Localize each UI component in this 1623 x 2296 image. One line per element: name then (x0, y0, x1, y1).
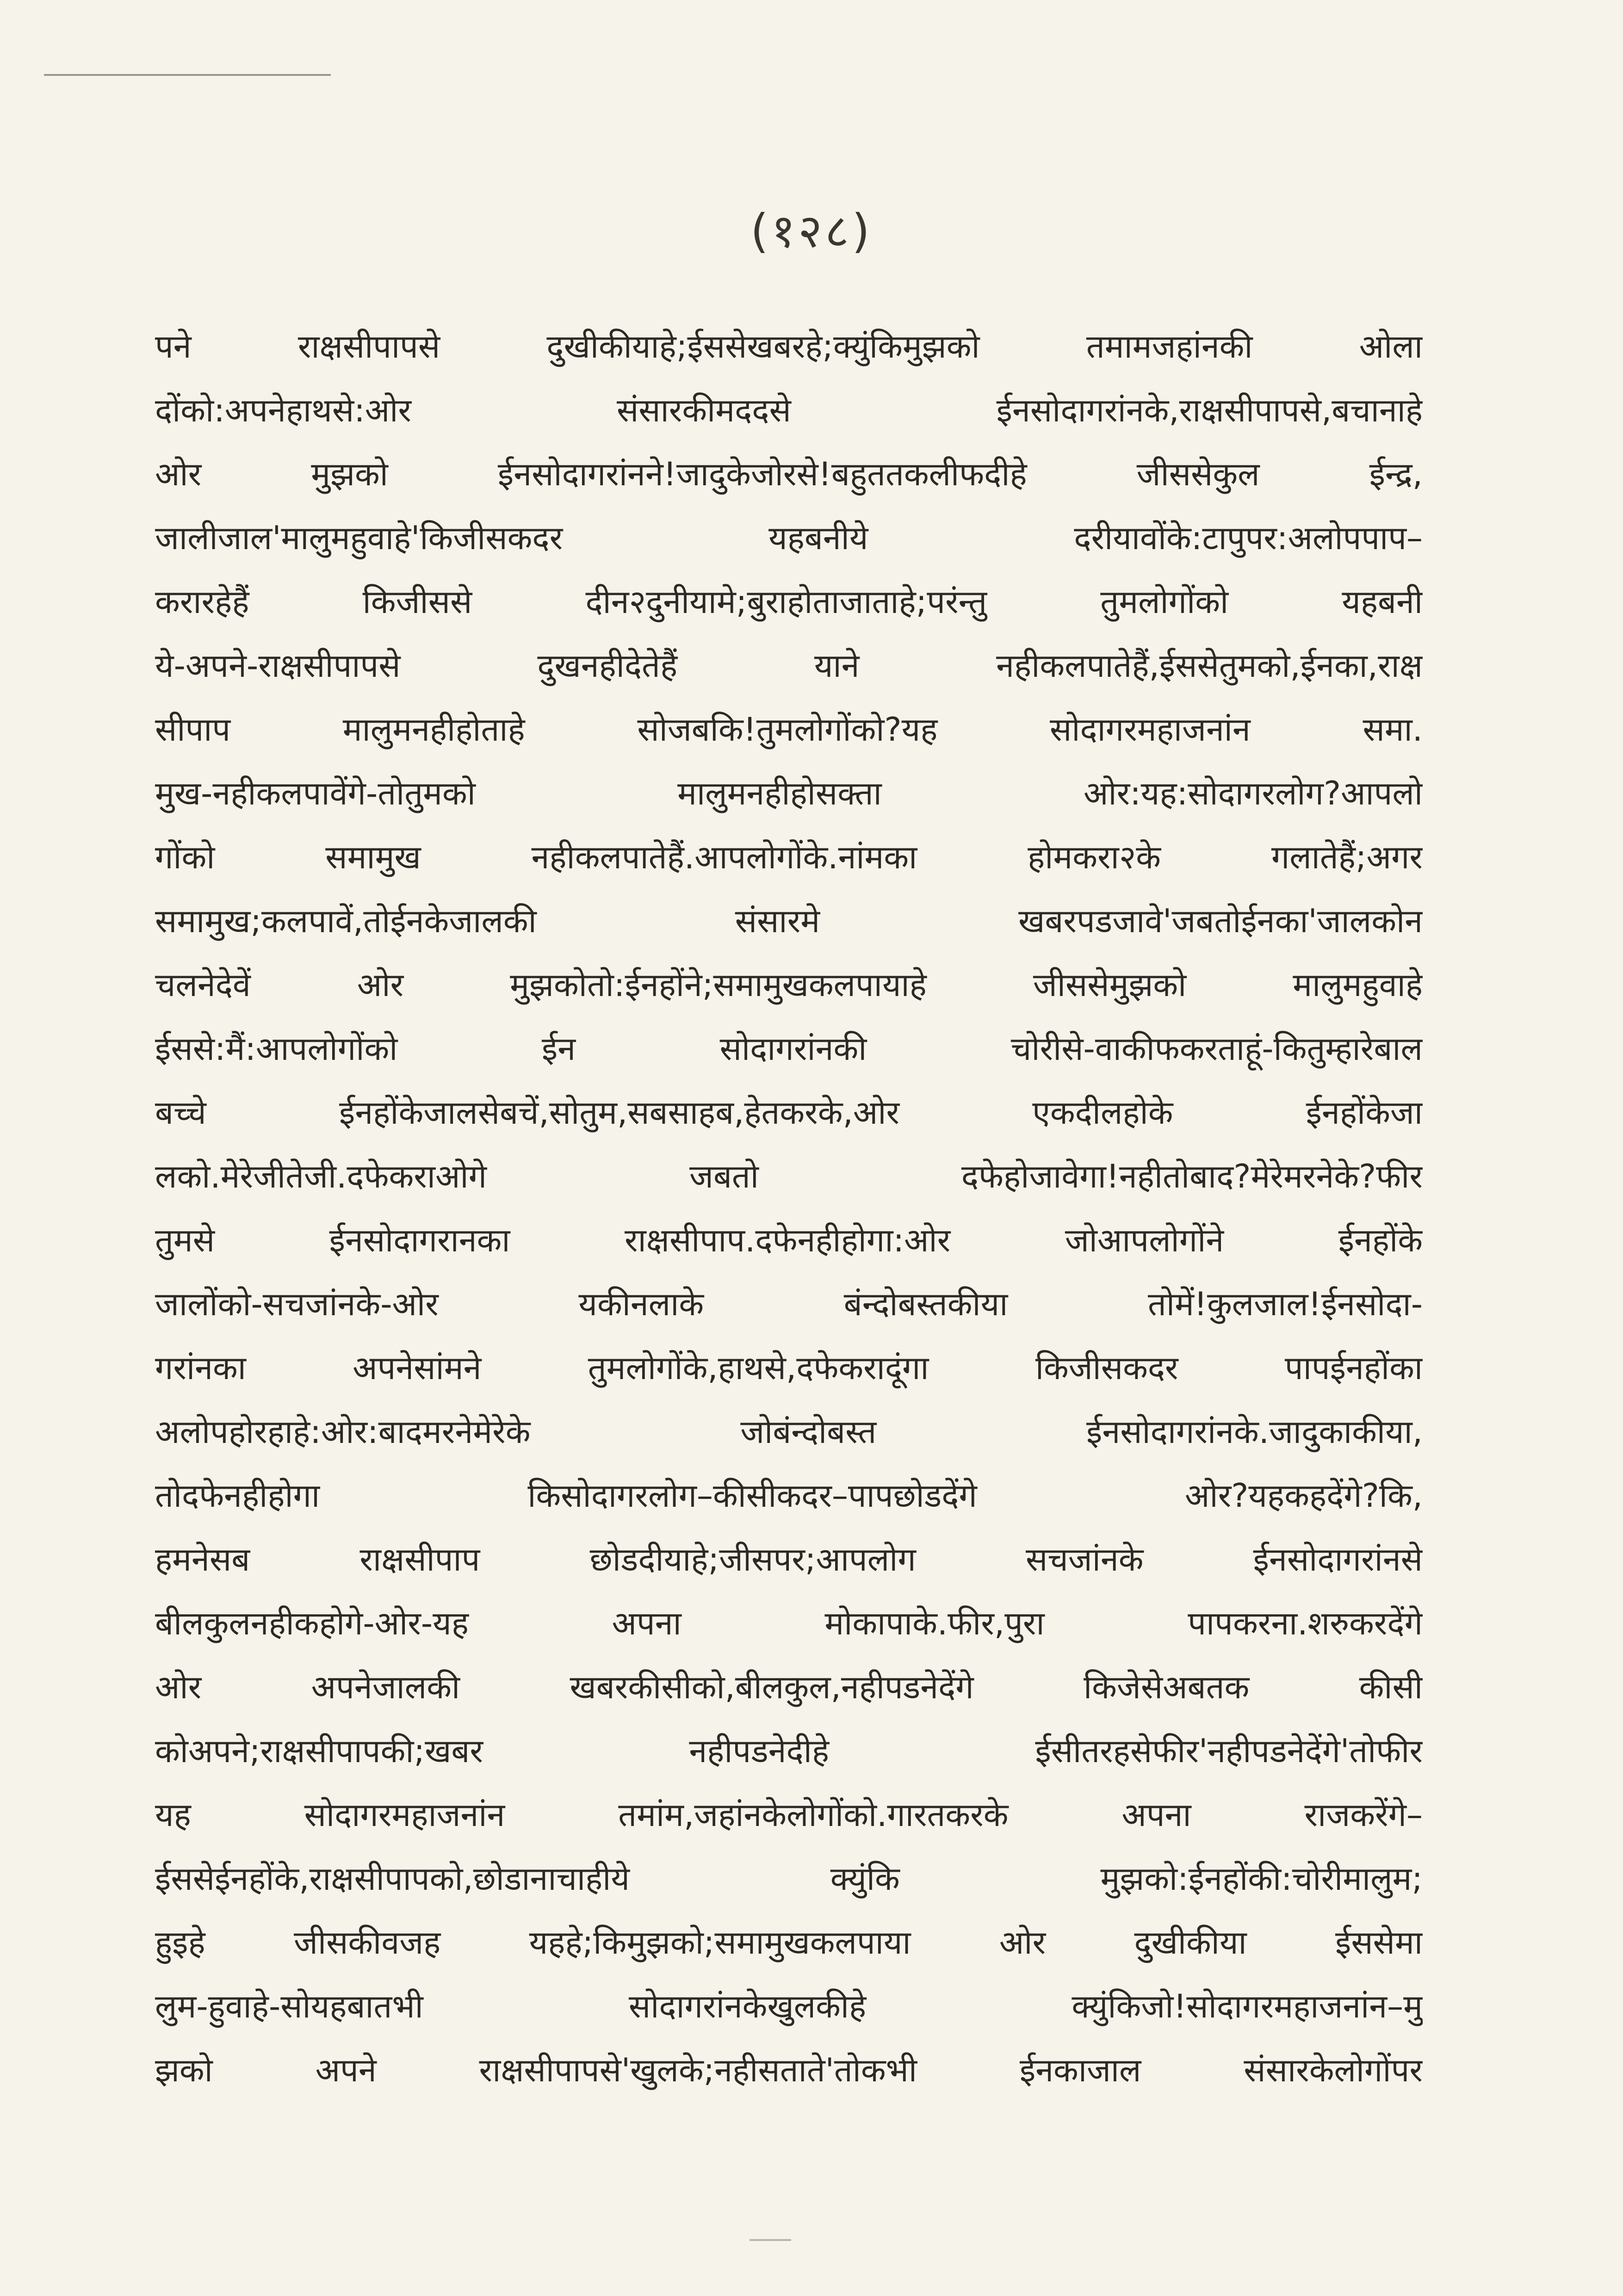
text-line: सीपाप मालुमनहीहोताहे सोजबकि!तुमलोगोंको?यह सोदागरमहाजनांन समा. (155, 711, 1423, 749)
text-line: ओर मुझको ईनसोदागरांनने!जादुकेजोरसे!बहुततकलीफदीहे जीससेकुल ईन्द्र, (155, 455, 1423, 493)
text-line: हुइहे जीसकीवजह यहहे;किमुझको;समामुखकलपाया ओर दुखीकीया ईससेमा (155, 1924, 1423, 1962)
text-line: समामुख;कलपावें,तोईनकेजालकी संसारमे खबरपडजावे'जबतोईनका'जालकोन (155, 902, 1423, 940)
text-line: गरांनका अपनेसांमने तुमलोगोंके,हाथसे,दफेकरादूंगा किजीसकदर पापईनहोंका (155, 1349, 1423, 1387)
text-line: ओर अपनेजालकी खबरकीसीको,बीलकुल,नहीपडनेदेंगे किजेसेअबतक कीसी (155, 1668, 1423, 1706)
page-number: (१२८) (750, 204, 873, 258)
text-line: जालोंको-सचजांनके-ओर यकीनलाके बंन्दोबस्तकीया तोमें!कुलजाल!ईनसोदा- (155, 1285, 1423, 1323)
body-text (155, 315, 1423, 2102)
text-line: ईससे:मैं:आपलोगोंको ईन सोदागरांनकी चोरीसे-वाकीफकरताहूं-कितुम्हारेबाल (155, 1030, 1423, 1068)
text-line: गोंको समामुख नहीकलपातेहैं.आपलोगोंके.नांमका होमकरा२के गलातेहैं;अगर (155, 838, 1423, 876)
text-line: चलनेदेवें ओर मुझकोतो:ईनहोंने;समामुखकलपायाहे जीससेमुझको मालुमहुवाहे (155, 966, 1423, 1004)
text-line: तुमसे ईनसोदागरानका राक्षसीपाप.दफेनहीहोगा:ओर जोआपलोगोंने ईनहोंके (155, 1221, 1423, 1259)
text-line: बच्चे ईनहोंकेजालसेबचें,सोतुम,सबसाहब,हेतकरके,ओर एकदीलहोके ईनहोंकेजा (155, 1094, 1423, 1132)
text-line: यह सोदागरमहाजनांन तमांम,जहांनकेलोगोंको.गारतकरके अपना राजकरेंगे– (155, 1796, 1423, 1834)
text-line: बीलकुलनहीकहोगे-ओर-यह अपना मोकापाके.फीर,पुरा पापकरना.शरुकरदेंगे (155, 1604, 1423, 1642)
text-line: दोंको:अपनेहाथसे:ओर संसारकीमददसे ईनसोदागरांनके,राक्षसीपापसे,बचानाहे (155, 391, 1423, 429)
text-line: ये-अपने-राक्षसीपापसे दुखनहीदेतेहैं याने नहीकलपातेहैं,ईससेतुमको,ईनका,राक्ष (155, 647, 1423, 685)
text-line: करारहेहैं किजीससे दीन२दुनीयामे;बुराहोताजाताहे;परंन्तु तुमलोगोंको यहबनी (155, 583, 1423, 621)
text-line: जालीजाल'मालुमहुवाहे'किजीसकदर यहबनीये दरीयावोंके:टापुपर:अलोपपाप– (155, 519, 1423, 557)
top-rule (44, 74, 331, 76)
text-line: कोअपने;राक्षसीपापकी;खबर नहीपडनेदीहे ईसीतरहसेफीर'नहीपडनेदेंगे'तोफीर (155, 1732, 1423, 1770)
text-line: मुख-नहीकलपावेंगे-तोतुमको मालुमनहीहोसक्ता ओर:यह:सोदागरलोग?आपलो (155, 774, 1423, 812)
text-line: ईससेईनहोंके,राक्षसीपापको,छोडानाचाहीये क्युंकि मुझको:ईनहोंकी:चोरीमालुम; (155, 1860, 1423, 1898)
text-line: लुम-हुवाहे-सोयहबातभी सोदागरांनकेखुलकीहे क्युंकिजो!सोदागरमहाजनांन–मु (155, 1987, 1423, 2025)
bottom-mark (750, 2239, 791, 2241)
text-line: अलोपहोरहाहे:ओर:बादमरनेमेरेके जोबंन्दोबस्त ईनसोदागरांनके.जादुकाकीया, (155, 1413, 1423, 1451)
text-line: झको अपने राक्षसीपापसे'खुलके;नहीसताते'तोकभी ईनकाजाल संसारकेलोगोंपर (155, 2051, 1423, 2089)
text-line: हमनेसब राक्षसीपाप छोडदीयाहे;जीसपर;आपलोग सचजांनके ईनसोदागरांनसे (155, 1541, 1423, 1578)
text-line: पने राक्षसीपापसे दुखीकीयाहे;ईससेखबरहे;क्युंकिमुझको तमामजहांनकी ओला (155, 328, 1423, 365)
text-line: लको.मेरेजीतेजी.दफेकराओगे जबतो दफेहोजावेगा!नहीतोबाद?मेरेमरनेके?फीर (155, 1157, 1423, 1195)
text-line: तोदफेनहीहोगा किसोदागरलोग–कीसीकदर–पापछोडदेंगे ओर?यहकहदेंगे?कि, (155, 1477, 1423, 1515)
